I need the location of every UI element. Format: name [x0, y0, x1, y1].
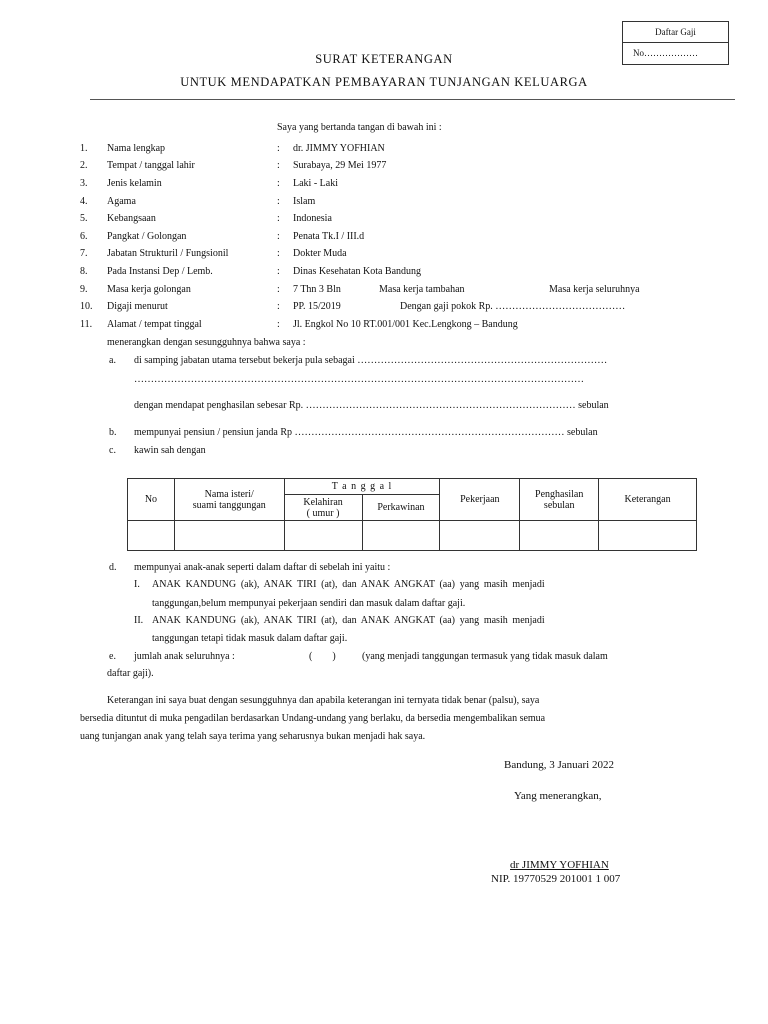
place-date: Bandung, 3 Januari 2022	[504, 759, 614, 771]
field-colon: :	[277, 266, 280, 277]
cell-keterangan	[599, 521, 697, 551]
field-colon: :	[277, 143, 280, 154]
field-colon: :	[277, 301, 280, 312]
closing-line1: Keterangan ini saya buat dengan sesungguhnya dan apabila keterangan ini ternyata tidak benar (palsu), saya	[107, 695, 540, 706]
field-value: Dokter Muda	[293, 248, 347, 259]
field-label: Agama	[107, 196, 136, 207]
cell-penghasilan	[520, 521, 599, 551]
gaji-pokok: Dengan gaji pokok Rp. …………………………………	[400, 301, 626, 312]
spouse-table	[127, 478, 697, 551]
item-d-ii-number: II.	[134, 615, 144, 626]
item-e-line2: daftar gaji).	[107, 668, 154, 679]
field-number: 8.	[80, 266, 88, 277]
field-value: Islam	[293, 196, 316, 207]
field-colon: :	[277, 231, 280, 242]
field-colon: :	[277, 319, 280, 330]
field-label: Jabatan Strukturil / Fungsionil	[107, 248, 229, 259]
item-b-text: mempunyai pensiun / pensiun janda Rp ……………………………………………………………………… sebulan	[134, 427, 598, 438]
document-subtitle: UNTUK MENDAPATKAN PEMBAYARAN TUNJANGAN KELUARGA	[180, 75, 588, 89]
intro-text: Saya yang bertanda tangan di bawah ini :	[277, 122, 442, 133]
daftar-gaji-label: Daftar Gaji	[623, 22, 728, 43]
cell-nama	[174, 521, 284, 551]
item-e-count: ( )	[309, 651, 336, 662]
header-nama-line2: suami tanggungan	[192, 499, 266, 511]
item-d-text: mempunyai anak-anak seperti dalam daftar di sebelah ini yaitu :	[134, 562, 391, 573]
document-title: SURAT KETERANGAN	[315, 52, 453, 66]
field-number: 4.	[80, 196, 88, 207]
field-label: Jenis kelamin	[107, 178, 162, 189]
field-colon: :	[277, 160, 280, 171]
header-kelahiran-line1: Kelahiran	[303, 496, 343, 508]
field-label: Kebangsaan	[107, 213, 156, 224]
item-a-letter: a.	[109, 355, 116, 366]
field-colon: :	[277, 213, 280, 224]
field-number: 5.	[80, 213, 88, 224]
item-a-line1: di samping jabatan utama tersebut bekerja pula sebagai …………………………………………………………………	[134, 355, 608, 366]
menerangkan-text: menerangkan dengan sesungguhnya bahwa saya :	[107, 337, 306, 348]
header-nama-line1: Nama isteri/	[204, 488, 254, 500]
cell-perkawinan	[362, 521, 440, 551]
header-nama	[174, 479, 284, 521]
field-label: Tempat / tanggal lahir	[107, 160, 195, 171]
header-no: No	[128, 479, 175, 521]
field-number: 6.	[80, 231, 88, 242]
field-colon: :	[277, 196, 280, 207]
item-c-letter: c.	[109, 445, 116, 456]
field-label: Digaji menurut	[107, 301, 168, 312]
field-label: Pangkat / Golongan	[107, 231, 187, 242]
masa-kerja-tambahan: Masa kerja tambahan	[379, 284, 465, 295]
field-colon: :	[277, 284, 280, 295]
cell-kelahiran	[284, 521, 362, 551]
field-colon: :	[277, 248, 280, 259]
header-divider	[90, 99, 735, 100]
item-e-text: jumlah anak seluruhnya :	[134, 651, 235, 662]
field-value: Indonesia	[293, 213, 332, 224]
signatory-name: dr JIMMY YOFHIAN	[510, 859, 609, 871]
field-label: Pada Instansi Dep / Lemb.	[107, 266, 213, 277]
masa-kerja-seluruhnya: Masa kerja seluruhnya	[549, 284, 640, 295]
field-number: 9.	[80, 284, 88, 295]
field-value: Dinas Kesehatan Kota Bandung	[293, 266, 422, 277]
field-number: 11.	[80, 319, 93, 330]
header-keterangan: Keterangan	[599, 479, 697, 521]
daftar-gaji-number: No………………	[633, 48, 698, 58]
header-perkawinan: Perkawinan	[362, 495, 440, 521]
field-value: 7 Thn 3 Bln	[293, 284, 341, 295]
table-row	[128, 521, 697, 551]
field-label: Masa kerja golongan	[107, 284, 191, 295]
item-b-letter: b.	[109, 427, 117, 438]
field-number: 3.	[80, 178, 88, 189]
field-label: Nama lengkap	[107, 143, 166, 154]
item-d-i-line1: ANAK KANDUNG (ak), ANAK TIRI (at), dan ANAK ANGKAT (aa) yang masih menjadi	[152, 579, 545, 590]
header-penghasilan	[520, 479, 599, 521]
item-a-line3: dengan mendapat penghasilan sebesar Rp. ……………………………………………………………………… sebulan	[134, 400, 609, 411]
item-d-ii-line2: tanggungan tetapi tidak masuk dalam daftar gaji.	[152, 633, 348, 644]
field-value: Surabaya, 29 Mei 1977	[293, 160, 387, 171]
item-d-ii-line1: ANAK KANDUNG (ak), ANAK TIRI (at), dan ANAK ANGKAT (aa) yang masih menjadi	[152, 615, 545, 626]
signatory-nip: NIP. 19770529 201001 1 007	[491, 873, 621, 885]
cell-no	[128, 521, 175, 551]
field-value: dr. JIMMY YOFHIAN	[293, 143, 385, 154]
item-e-rest: (yang menjadi tanggungan termasuk yang tidak masuk dalam	[362, 651, 608, 662]
header-penghasilan-line1: Penghasilan	[535, 488, 584, 500]
cell-pekerjaan	[440, 521, 520, 551]
header-kelahiran-line2: ( umur )	[306, 507, 340, 519]
closing-line2: bersedia dituntut di muka pengadilan berdasarkan Undang-undang yang berlaku, da bersedia mengembalikan semua	[80, 713, 546, 724]
field-value: Laki - Laki	[293, 178, 338, 189]
field-number: 1.	[80, 143, 88, 154]
field-value: PP. 15/2019	[293, 301, 341, 312]
item-e-letter: e.	[109, 651, 116, 662]
item-c-text: kawin sah dengan	[134, 445, 206, 456]
closing-line3: uang tunjangan anak yang telah saya terima yang seharusnya bukan menjadi hak saya.	[80, 731, 426, 742]
field-label: Alamat / tempat tinggal	[107, 319, 202, 330]
item-d-i-number: I.	[134, 579, 140, 590]
item-d-i-line2: tanggungan,belum mempunyai pekerjaan sendiri dan masuk dalam daftar gaji.	[152, 598, 466, 609]
field-value: Penata Tk.I / III.d	[293, 231, 365, 242]
yang-menerangkan: Yang menerangkan,	[514, 790, 602, 802]
header-tanggal: T a n g g a l	[284, 479, 440, 495]
field-number: 7.	[80, 248, 88, 259]
field-colon: :	[277, 178, 280, 189]
field-value: Jl. Engkol No 10 RT.001/001 Kec.Lengkong – Bandung	[293, 319, 518, 330]
field-number: 10.	[80, 301, 93, 312]
header-kelahiran	[284, 495, 362, 521]
item-a-line2: ………………………………………………………………………………………………………………………	[134, 374, 584, 385]
header-pekerjaan: Pekerjaan	[440, 479, 520, 521]
item-d-letter: d.	[109, 562, 117, 573]
header-penghasilan-line2: sebulan	[543, 499, 575, 511]
field-number: 2.	[80, 160, 88, 171]
